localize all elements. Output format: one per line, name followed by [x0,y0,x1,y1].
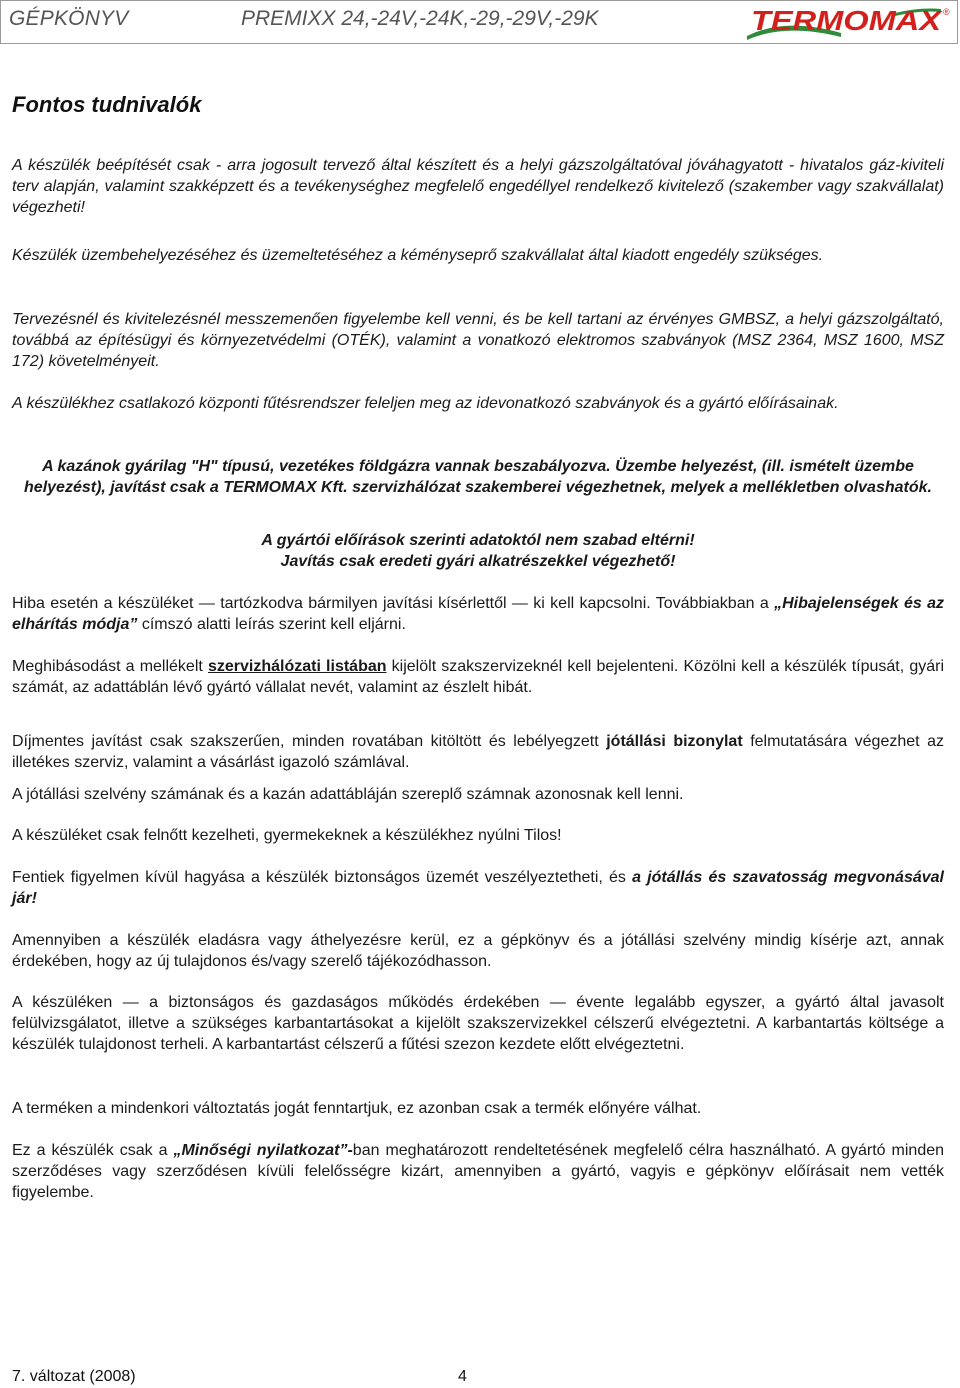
warning-original-parts: Javítás csak eredeti gyári alkatrészekkel végezhető! [280,553,676,570]
warranty-loss: a jótállás és szavatosság megvonásával jár! [12,869,944,907]
paragraph-free-repair [12,731,944,773]
paragraph-heating-system: A készülékhez csatlakozó központi fűtésrendszer feleljen meg az idevonatkozó szabványok és a gyártó előírásainak. [12,395,839,412]
paragraph-design: Tervezésnél és kivitelezésnél messzemenően figyelembe kell venni, és be kell tartani az érvényes GMBSZ, a helyi gázszolgáltató, továbbá az építésügyi és környezetvédelmi (OTÉK), valamint a vonatkozó elektromos szabványok (MSZ 2364, MSZ 1600, MSZ 172) követelményeit. [12,311,944,370]
paragraph-adults-only: A készüléket csak felnőtt kezelheti, gyermekeknek a készülékhez nyúlni Tilos! [12,827,562,844]
header-model: PREMIXX 24,-24V,-24K,-29,-29V,-29K [241,7,599,30]
ignore-text-a: Fentiek figyelmen kívül hagyása a készülék biztonságos üzemét veszélyeztetheti, és [12,869,633,886]
use-text-a: Ez a készülék csak a [12,1142,174,1159]
service-list-reference: szervizhálózati listában [207,658,387,675]
warranty-certificate: jótállási bizonylat [606,733,743,750]
termomax-logo [745,3,957,41]
use-text-c: ban meghatározott rendeltetésének megfelelő célra használható. A gyártó minden szerződéses vagy szerződésen kívüli felelősségre kizárt, amennyiben a gyártó, vagyis e gépkönyv előírásait nem vették figyelembe. [12,1142,945,1201]
paragraph-warranty-number: A jótállási szelvény számának és a kazán adattábláján szereplő számnak azonosnak kell lenni. [12,786,684,803]
paragraph-fault [12,593,944,635]
fault-text-a: Hiba esetén a készüléket — tartózkodva bármilyen javítási kísérlettől — ki kell kapcsolni. Továbbiakban a [12,595,775,612]
paragraph-changes: A terméken a mindenkori változtatás jogát fenntartjuk, ez azonban csak a termék előnyére válhat. [12,1100,702,1117]
header-doc-type: GÉPKÖNYV [9,7,129,30]
report-text-a: Meghibásodást a mellékelt [12,658,208,675]
fault-text-c: címszó alatti leírás szerint kell eljárni. [137,616,406,633]
page-header [0,0,958,44]
paragraph-maintenance: A készüléken — a biztonságos és gazdaságos működés érdekében — évente legalább egyszer, a gyártó által javasolt felülvizsgálatot, illetve a szükséges karbantartásokat a kijelölt szakszervizekkel célszerű elvégeztetni. A karbantartás költsége a készülék tulajdonost terheli. A karbantartást célszerű a fűtési szezon kezdete előtt elvégeztetni. [12,994,944,1053]
page-title: Fontos tudnivalók [12,92,202,117]
paragraph-ignore-warning [12,867,944,909]
paragraph-intended-use [12,1140,944,1203]
footer-version: 7. változat (2008) [12,1368,136,1385]
report-text-c: kijelölt szakszervizeknél kell bejelenteni. Közölni kell a készülék típusát, gyári számát, az adattáblán lévő gyártó vállalat nevét, valamint az észlelt hibát. [12,658,945,696]
warning-no-deviation: A gyártói előírások szerinti adatoktól nem szabad eltérni! [261,532,695,549]
paragraph-resale: Amennyiben a készülék eladásra vagy áthelyezésre kerül, ez a gépkönyv és a jótállási szelvény mindig kísérje azt, annak érdekében, hogy az új tulajdonos és/vagy szerelő tájékozódhasson. [12,932,944,970]
free-repair-text-a: Díjmentes javítást csak szakszerűen, minden rovatában kitöltött és lebélyegzett [12,733,607,750]
free-repair-text-c: felmutatására végezhet az illetékes szerviz, valamint a vásárlást igazoló számlával. [12,733,945,771]
fault-reference: „Hibajelenségek és az elhárítás módja” [12,595,945,633]
paragraph-chimney: Készülék üzembehelyezéséhez és üzemeltetéséhez a kéményseprő szakvállalat által kiadott engedély szükséges. [12,247,824,264]
quality-declaration: „Minőségi nyilatkozat”- [173,1142,353,1159]
logo-text: TERMOMAX [751,5,944,36]
paragraph-gas-type: A kazánok gyárilag "H" típusú, vezetékes földgázra vannak beszabályozva. Üzembe helyezést, (ill. ismételt üzembe helyezést), javítást csak a TERMOMAX Kft. szervizhálózat szakemberei végezhetnek, melyek a mellékletben olvashatók. [24,458,932,496]
paragraph-installation: A készülék beépítését csak - arra jogosult tervező által készített és a helyi gázszolgáltatóval jóváhagyatott - hivatalos gáz-kiviteli terv alapján, valamint szakképzett és a tevékenységhez megfelelő engedéllyel rendelkező kivitelező (szakember vagy szakvállalat) végezheti! [12,157,944,216]
logo-registered: ® [943,7,950,17]
page-number: 4 [458,1368,467,1385]
paragraph-report [12,656,944,698]
